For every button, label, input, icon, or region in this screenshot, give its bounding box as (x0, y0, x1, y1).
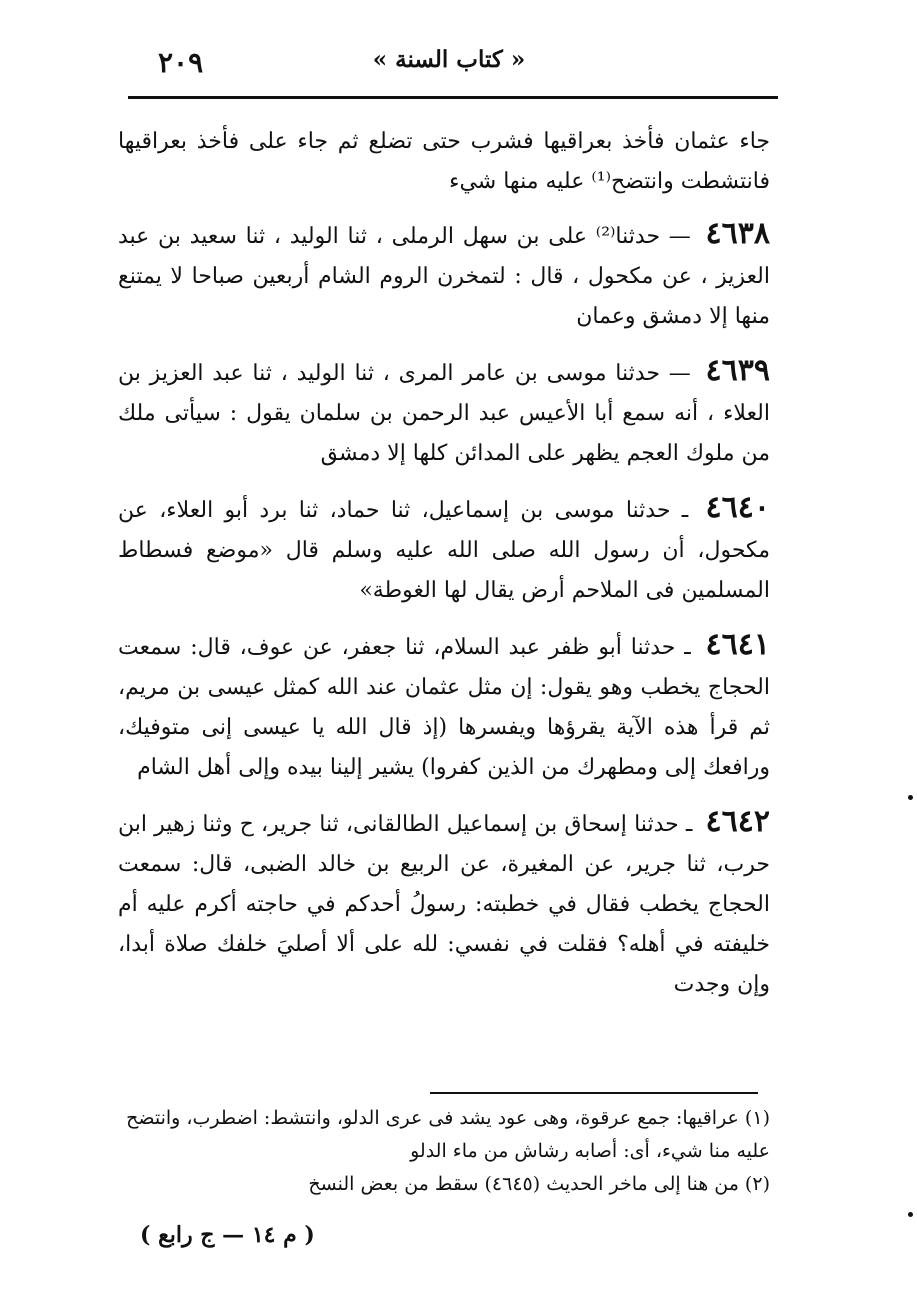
scan-speck (908, 795, 913, 800)
hadith-4638 (118, 214, 770, 337)
hadith-4640 (118, 488, 770, 611)
main-text (118, 122, 770, 1019)
hadith-number: ٤٦٣٩ (705, 353, 770, 388)
hadith-number: ٤٦٤٢ (705, 804, 770, 839)
hadith-number: ٤٦٣٨ (705, 216, 770, 251)
scan-speck (908, 1212, 913, 1217)
header-rule (128, 96, 778, 99)
hadith-4641 (118, 625, 770, 788)
hadith-text: ـ حدثنا موسى بن إسماعيل، ثنا حماد، ثنا برد أبو العلاء، عن مكحول، أن رسول الله صلى الله عليه وسلم قال «موضع فسطاط المسلمين فى الملاحم أرض يقال لها الغوطة» (118, 498, 770, 603)
footnotes (118, 1102, 770, 1201)
page-header (118, 40, 780, 92)
hadith-number: ٤٦٤٠ (705, 490, 770, 525)
hadith-text: — حدثنا⁽²⁾ على بن سهل الرملى ، ثنا الوليد ، ثنا سعيد بن عبد العزيز ، عن مكحول ، قال : لتمخرن الروم الشام أربعين صباحا لا يمتنع منها إلا دمشق وعمان (118, 224, 770, 329)
hadith-text: — حدثنا موسى بن عامر المرى ، ثنا الوليد ، ثنا عبد العزيز بن العلاء ، أنه سمع أبا الأعيس عبد الرحمن بن سلمان يقول : سيأتى ملك من ملوك العجم يظهر على المدائن كلها إلا دمشق (118, 361, 770, 466)
hadith-4639 (118, 351, 770, 474)
hadith-text: ـ حدثنا أبو ظفر عبد السلام، ثنا جعفر، عن عوف، قال: سمعت الحجاج يخطب وهو يقول: إن مثل عثمان عند الله كمثل عيسى بن مريم، ثم قرأ هذه الآية يقرؤها ويفسرها (إذ قال الله يا عيسى إنى متوفيك، ورافعك إلى ومطهرك من الذين كفروا) يشير إلينا بيده وإلى أهل الشام (118, 635, 770, 780)
page-number: ٢٠٩ (158, 46, 204, 79)
volume-signature: ( م ١٤ — ج رابع ) (140, 1222, 315, 1248)
hadith-text: ـ حدثنا إسحاق بن إسماعيل الطالقانى، ثنا جرير، ح وثنا زهير ابن حرب، ثنا جرير، عن المغيرة، عن الربيع بن خالد الضبى، قال: سمعت الحجاج يخطب فقال في خطبته: رسولُ أحدكم في حاجته أكرم عليه أم خليفته في أهله؟ فقلت في نفسي: لله على ألا أصليَ خلفك صلاة أبدا، وإن وجدت (118, 812, 770, 997)
footnote-rule (430, 1092, 758, 1094)
hadith-number: ٤٦٤١ (705, 627, 770, 662)
running-title: « كتاب السنة » (372, 46, 526, 73)
continuation-paragraph: جاء عثمان فأخذ بعراقيها فشرب حتى تضلع ثم جاء على فأخذ بعراقيها فانتشطت وانتضح⁽¹⁾ عليه منها شيء (118, 129, 770, 194)
hadith-4642 (118, 802, 770, 1005)
footnote-1: (١) عراقيها: جمع عرقوة، وهى عود يشد فى عرى الدلو، وانتشط: اضطرب، وانتضح عليه منا شيء، أى: أصابه رشاش من ماء الدلو (126, 1107, 770, 1162)
footnote-2: (٢) من هنا إلى ماخر الحديث (٤٦٤٥) سقط من بعض النسخ (308, 1173, 770, 1195)
